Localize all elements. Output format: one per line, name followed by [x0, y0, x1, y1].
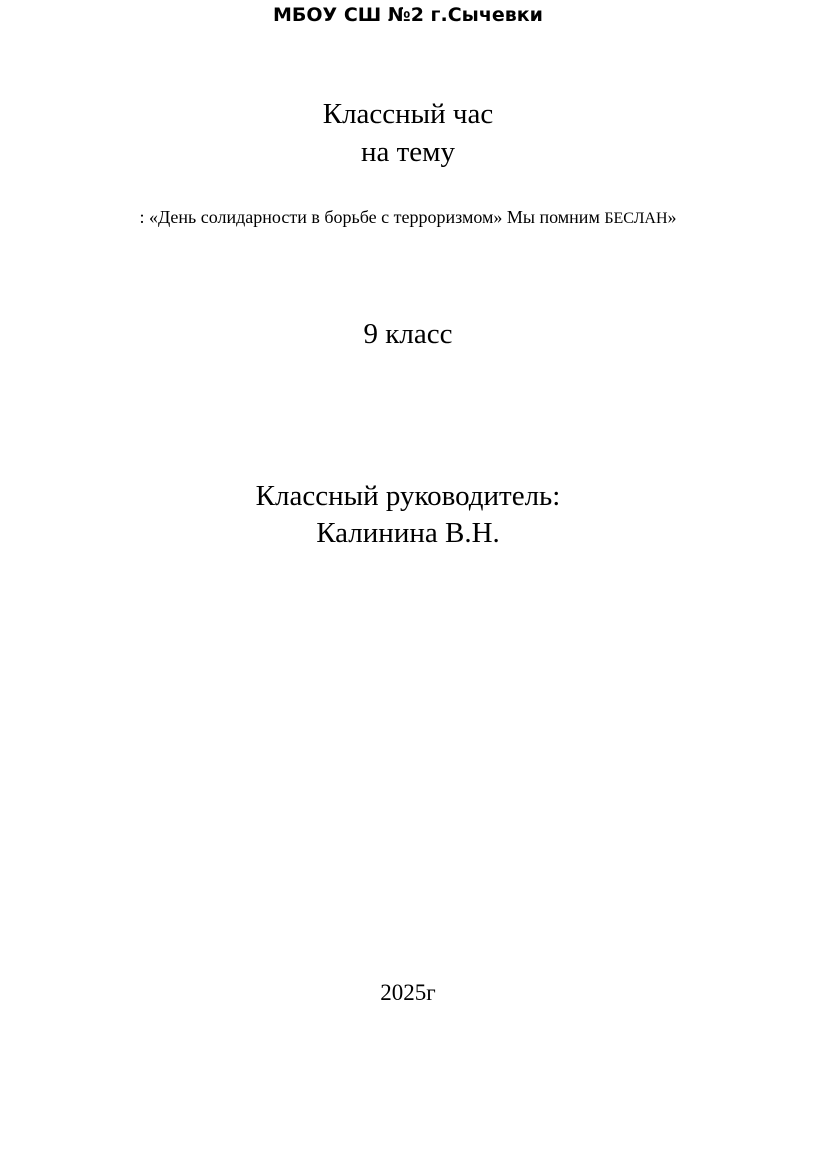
topic-caps-text: БЕСЛАН	[604, 210, 668, 227]
year-label: 2025г	[380, 980, 436, 1005]
topic-main-text: : «День солидарности в борьбе с терроризмом» Мы помним	[139, 207, 605, 227]
school-name: МБОУ СШ №2 г.Сычевки	[273, 4, 543, 26]
title-line-2: на тему	[360, 136, 456, 168]
topic-line	[0, 205, 816, 231]
grade-label: 9 класс	[363, 318, 453, 350]
title-line-1: Классный час	[322, 98, 494, 130]
topic-end-text: »	[667, 207, 677, 227]
teacher-label: Классный руководитель:	[255, 480, 561, 512]
teacher-name: Калинина В.Н.	[316, 517, 500, 549]
